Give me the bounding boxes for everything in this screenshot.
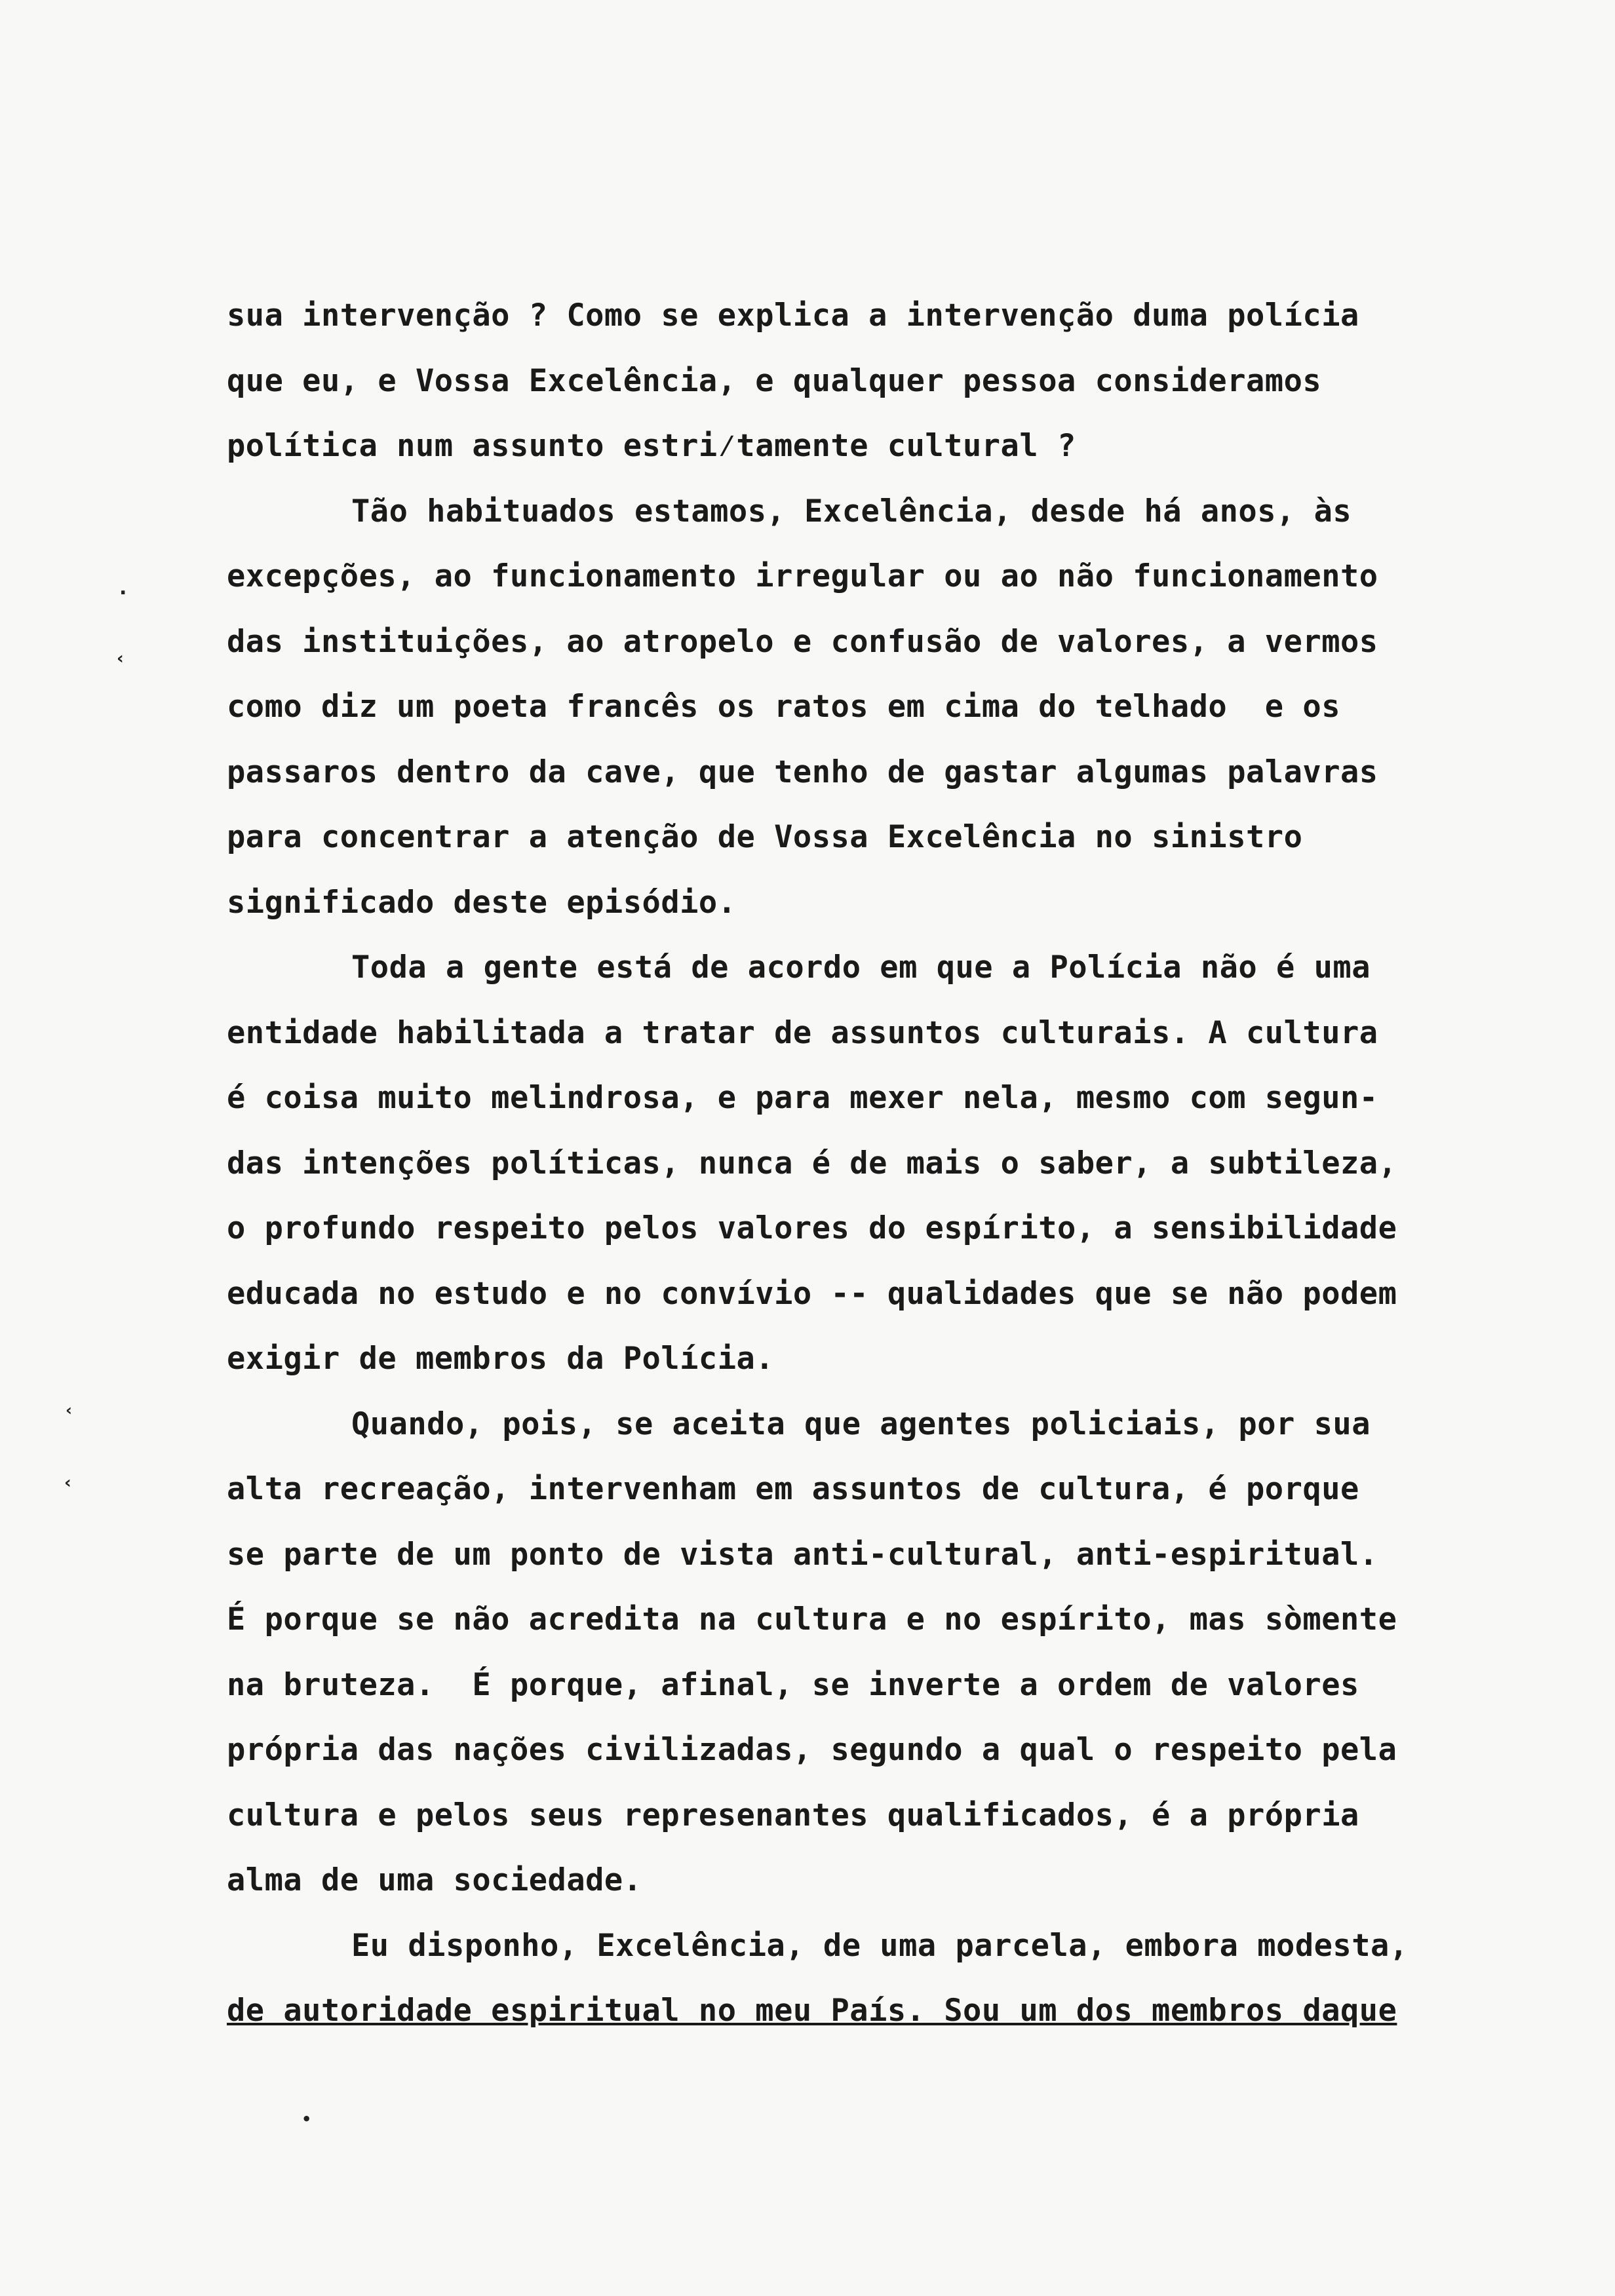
text-line: política num assunto estri⁄tamente cultural ? — [227, 428, 1076, 464]
text-line: cultura e pelos seus represenantes qualificados, é a própria — [227, 1797, 1359, 1833]
text-line: excepções, ao funcionamento irregular ou ao não funcionamento — [227, 558, 1378, 594]
text-line: entidade habilitada a tratar de assuntos culturais. A cultura — [227, 1014, 1378, 1051]
text-line: se parte de um ponto de vista anti-cultural, anti-espiritual. — [227, 1536, 1378, 1573]
text-line: educada no estudo e no convívio -- qualidades que se não podem — [227, 1275, 1397, 1312]
text-line: o profundo respeito pelos valores do espírito, a sensibilidade — [227, 1210, 1397, 1246]
text-line: para concentrar a atenção de Vossa Excelência no sinistro — [227, 819, 1303, 855]
text-line: alta recreação, intervenham em assuntos de cultura, é porque — [227, 1471, 1359, 1507]
letter-body — [227, 283, 1505, 2044]
margin-mark: ‹ — [66, 1401, 72, 1419]
text-line: das intenções políticas, nunca é de mais o saber, a subtileza, — [227, 1145, 1397, 1181]
margin-mark: • — [302, 2110, 312, 2128]
paragraph-start-line: Toda a gente está de acordo em que a Polícia não é uma — [351, 949, 1371, 985]
text-line: alma de uma sociedade. — [227, 1862, 642, 1898]
text-line: como diz um poeta francês os ratos em cima do telhado e os — [227, 689, 1340, 725]
paragraph-start-line: Eu disponho, Excelência, de uma parcela, embora modesta, — [351, 1927, 1409, 1964]
margin-mark: ‹ — [64, 1473, 71, 1493]
text-line: é coisa muito melindrosa, e para mexer nela, mesmo com segun- — [227, 1080, 1378, 1116]
paragraph-start-line: Tão habituados estamos, Excelência, desde há anos, às — [351, 493, 1352, 529]
margin-mark: ‹ — [117, 649, 124, 668]
text-line: na bruteza. É porque, afinal, se inverte a ordem de valores — [227, 1666, 1359, 1703]
text-line: passaros dentro da cave, que tenho de gastar algumas palavras — [227, 754, 1378, 790]
text-line: das instituições, ao atropelo e confusão de valores, a vermos — [227, 623, 1378, 660]
text-line: significado deste episódio. — [227, 884, 737, 921]
text-line: sua intervenção ? Como se explica a intervenção duma polícia — [227, 297, 1359, 334]
text-line: que eu, e Vossa Excelência, e qualquer pessoa consideramos — [227, 362, 1322, 399]
paragraph-start-line: Quando, pois, se aceita que agentes policiais, por sua — [351, 1406, 1371, 1442]
margin-mark: . — [119, 577, 127, 600]
text-line: É porque se não acredita na cultura e no espírito, mas sòmente — [227, 1601, 1397, 1637]
text-line: própria das nações civilizadas, segundo a qual o respeito pela — [227, 1732, 1397, 1768]
text-line: exigir de membros da Polícia. — [227, 1341, 775, 1377]
text-line-last: de autoridade espiritual no meu País. Sou um dos membros daque — [227, 1993, 1397, 2029]
